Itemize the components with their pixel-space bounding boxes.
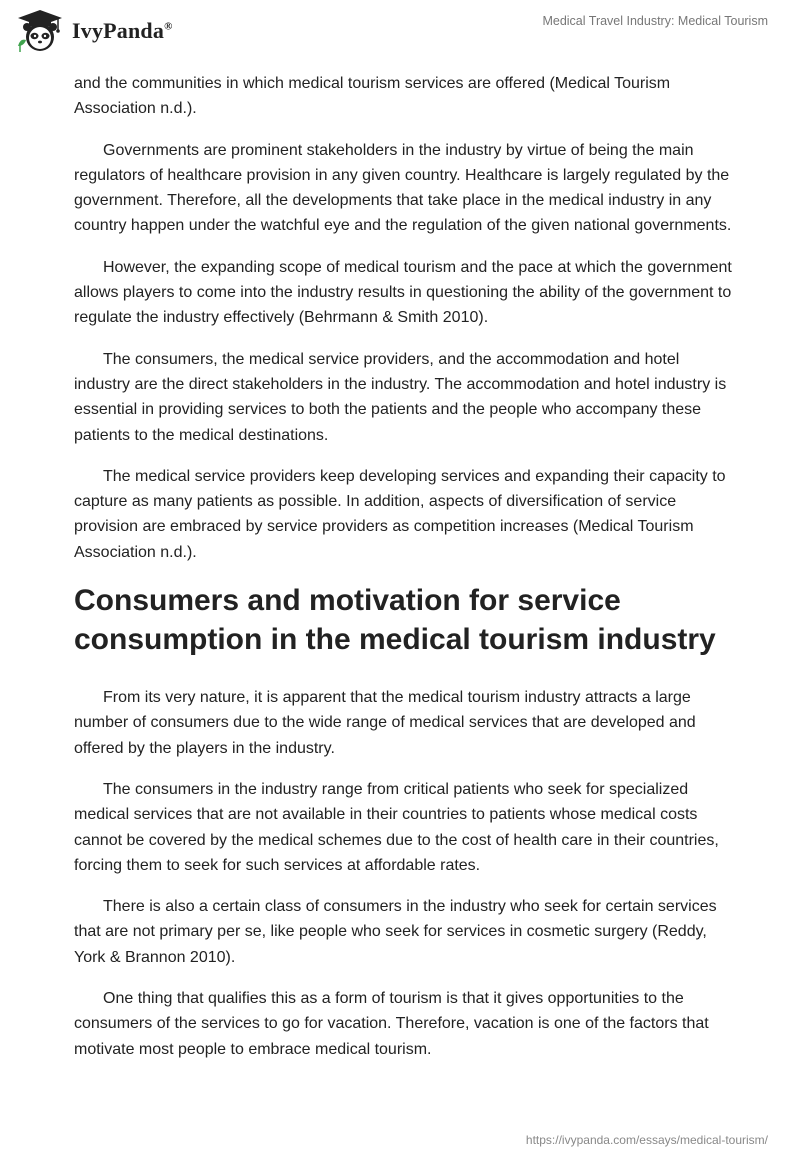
logo-text: IvyPanda® <box>72 18 173 43</box>
page-header <box>0 0 800 72</box>
section-heading: Consumers and motivation for service consumption in the medical tourism industry <box>74 584 716 657</box>
paragraph: There is also a certain class of consumers in the industry who seek for certain services that are not primary per se, like people who seek for services in cosmetic surgery (Reddy, York & Brannon 2010). <box>74 898 717 966</box>
document-title: Medical Travel Industry: Medical Tourism <box>542 14 768 28</box>
paragraph: From its very nature, it is apparent that the medical tourism industry attracts a large number of consumers due to the wide range of medical services that are developed and offered by the players in the industry. <box>74 689 696 757</box>
paragraph: and the communities in which medical tourism services are offered (Medical Tourism Association n.d.). <box>74 75 671 118</box>
paragraph: The medical service providers keep developing services and expanding their capacity to capture as many patients as possible. In addition, aspects of diversification of service provision are embraced by service providers as competition increases (Medical Tourism Association n.d.). <box>74 467 726 561</box>
paragraph: Governments are prominent stakeholders in the industry by virtue of being the main regulators of healthcare provision in any given country. Healthcare is largely regulated by the government. Therefore, all the developments that take place in the medical industry in any country happen under the watchful eye and the regulation of the given national governments. <box>74 141 732 235</box>
ivypanda-logo[interactable] <box>14 8 173 54</box>
panda-icon <box>14 8 66 54</box>
paragraph: However, the expanding scope of medical tourism and the pace at which the government allows players to come into the industry results in questioning the ability of the government to regulate the industry effectively (Behrmann & Smith 2010). <box>74 258 732 327</box>
paragraph: One thing that qualifies this as a form of tourism is that it gives opportunities to the consumers of the services to go for vacation. Therefore, vacation is one of the factors that motivate most people to embrace medical tourism. <box>74 990 709 1058</box>
paragraph: The consumers, the medical service providers, and the accommodation and hotel industry are the direct stakeholders in the industry. The accommodation and hotel industry is essential in providing services to both the patients and the people who accompany these patients to the medical destinations. <box>74 350 727 444</box>
source-url-link[interactable]: https://ivypanda.com/essays/medical-tourism/ <box>525 1133 768 1147</box>
paragraph: The consumers in the industry range from critical patients who seek for specialized medical services that are not available in their countries to patients whose medical costs cannot be covered by the medical schemes due to the cost of health care in their countries, forcing them to seek for such services at affordable rates. <box>74 780 719 874</box>
registered-mark: ® <box>164 20 173 33</box>
article-body <box>74 71 734 1078</box>
